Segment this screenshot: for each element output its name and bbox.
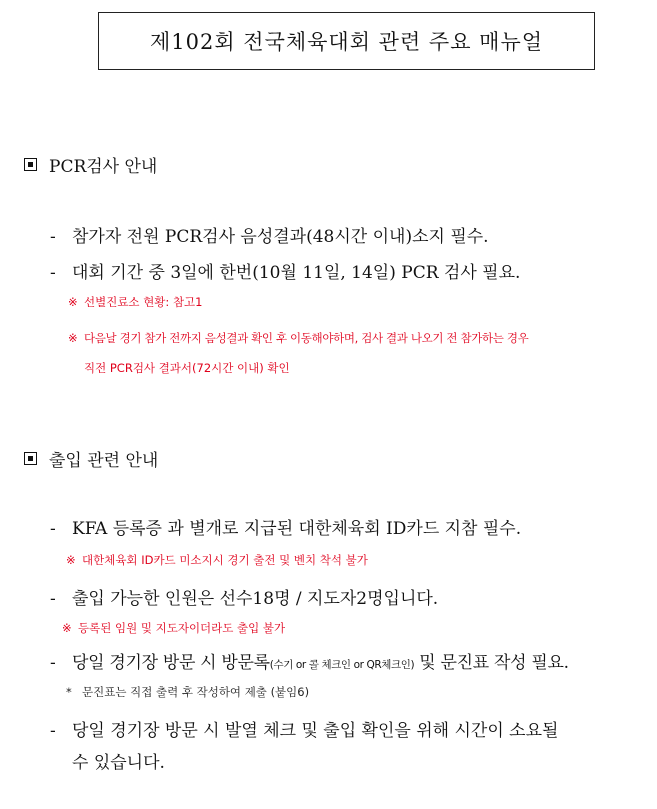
list-item-text: 대회 기간 중 3일에 한번(10월 11일, 14일) PCR 검사 필요. bbox=[72, 263, 521, 283]
section-heading-entry bbox=[24, 446, 158, 471]
list-item-text: 출입 가능한 인원은 선수18명 / 지도자2명입니다. bbox=[72, 589, 439, 609]
note-text: 다음날 경기 참가 전까지 음성결과 확인 후 이동해야하며, 검사 결과 나오기 전 참가하는 경우 bbox=[84, 331, 529, 345]
square-bullet-icon bbox=[24, 158, 37, 171]
note-item bbox=[68, 294, 202, 310]
dash-marker: - bbox=[50, 227, 56, 247]
note-item-continued bbox=[84, 360, 290, 376]
note-mark: ※ bbox=[68, 331, 78, 345]
list-item bbox=[50, 716, 558, 741]
list-item-text: 당일 경기장 방문 시 방문록 bbox=[72, 653, 270, 673]
list-item bbox=[50, 222, 489, 247]
list-item bbox=[50, 258, 520, 283]
note-mark: ※ bbox=[62, 621, 72, 635]
note-item bbox=[62, 620, 285, 636]
page-title: 제102회 전국체육대회 관련 주요 매뉴얼 bbox=[149, 30, 544, 54]
list-item bbox=[50, 648, 569, 673]
list-item-continued bbox=[72, 748, 165, 773]
list-item-text-tail: 및 문진표 작성 필요. bbox=[414, 653, 569, 673]
section-heading-label: PCR검사 안내 bbox=[49, 157, 158, 177]
note-item bbox=[68, 330, 528, 346]
list-item-text: 참가자 전원 PCR검사 음성결과(48시간 이내)소지 필수. bbox=[72, 227, 489, 247]
title-box bbox=[98, 12, 595, 70]
list-item bbox=[50, 584, 438, 609]
dash-marker: - bbox=[50, 653, 56, 673]
note-item bbox=[66, 552, 368, 568]
note-text: 등록된 임원 및 지도자이더라도 출입 불가 bbox=[78, 621, 286, 635]
note-text: 선별진료소 현황: 참고1 bbox=[84, 295, 203, 309]
list-item-text: 당일 경기장 방문 시 발열 체크 및 출입 확인을 위해 시간이 소요될 bbox=[72, 721, 559, 741]
dash-marker: - bbox=[50, 519, 56, 539]
note-mark: ※ bbox=[66, 553, 76, 567]
list-item-text: 수 있습니다. bbox=[72, 753, 165, 773]
dash-marker: - bbox=[50, 263, 56, 283]
square-bullet-icon bbox=[24, 452, 37, 465]
list-item bbox=[50, 514, 521, 539]
dash-marker: - bbox=[50, 589, 56, 609]
note-item bbox=[66, 684, 309, 700]
note-text: 대한체육회 ID카드 미소지시 경기 출전 및 벤치 착석 불가 bbox=[82, 553, 368, 567]
note-text: 문진표는 직접 출력 후 작성하여 제출 (붙임6) bbox=[82, 685, 310, 699]
note-mark: ※ bbox=[68, 295, 78, 309]
list-item-text: KFA 등록증 과 별개로 지급된 대한체육회 ID카드 지참 필수. bbox=[72, 519, 522, 539]
note-text: 직전 PCR검사 결과서(72시간 이내) 확인 bbox=[84, 361, 290, 375]
section-heading-pcr bbox=[24, 152, 157, 177]
list-item-subtext: (수기 or 콜 체크인 or QR체크인) bbox=[269, 659, 415, 671]
section-heading-label: 출입 관련 안내 bbox=[49, 451, 159, 471]
note-mark: * bbox=[66, 685, 72, 699]
dash-marker: - bbox=[50, 721, 56, 741]
